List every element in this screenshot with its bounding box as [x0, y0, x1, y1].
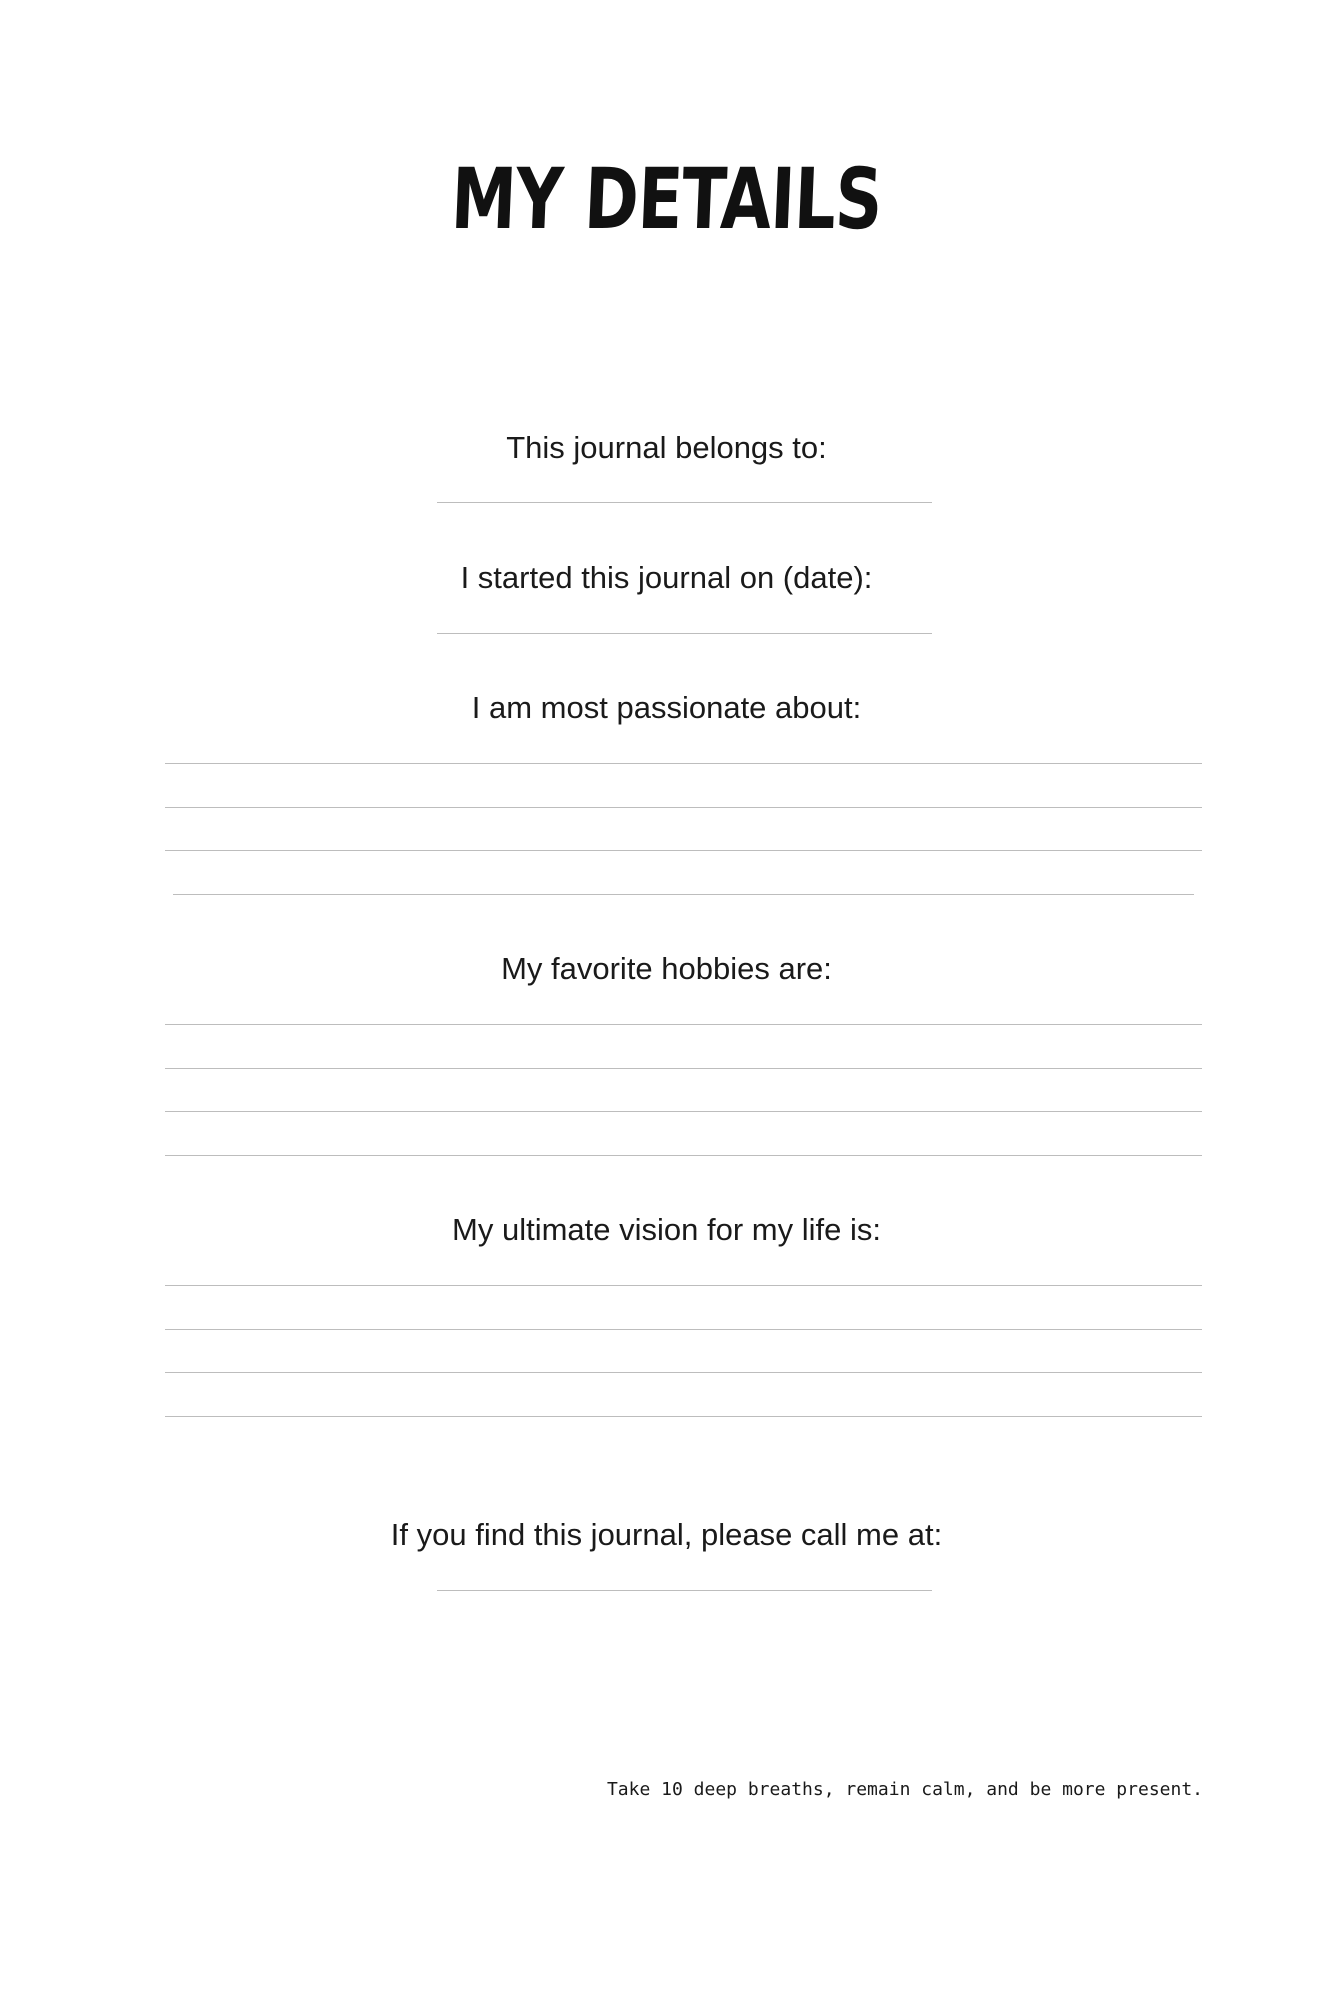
hobbies-write-line[interactable]	[165, 1111, 1202, 1112]
vision-write-line[interactable]	[165, 1372, 1202, 1373]
passionate-write-line[interactable]	[165, 807, 1202, 808]
contact-write-line[interactable]	[437, 1590, 932, 1591]
hobbies-label: My favorite hobbies are:	[501, 951, 832, 986]
start-date-label: I started this journal on (date):	[460, 560, 873, 595]
hobbies-write-line[interactable]	[165, 1024, 1202, 1025]
hobbies-write-line[interactable]	[165, 1068, 1202, 1069]
vision-write-line[interactable]	[165, 1285, 1202, 1286]
passionate-write-line[interactable]	[165, 850, 1202, 851]
hobbies-write-line[interactable]	[165, 1155, 1202, 1156]
vision-write-line[interactable]	[165, 1416, 1202, 1417]
belongs-to-write-line[interactable]	[437, 502, 932, 503]
page-title: MY DETAILS	[449, 150, 884, 248]
start-date-write-line[interactable]	[437, 633, 932, 634]
passionate-write-line[interactable]	[165, 763, 1202, 764]
passionate-label: I am most passionate about:	[471, 690, 862, 725]
contact-label: If you find this journal, please call me at:	[390, 1517, 943, 1552]
passionate-write-line[interactable]	[173, 894, 1194, 895]
belongs-to-label: This journal belongs to:	[506, 430, 827, 465]
footer-quote: Take 10 deep breaths, remain calm, and be more present.	[606, 1779, 1203, 1800]
vision-write-line[interactable]	[165, 1329, 1202, 1330]
vision-label: My ultimate vision for my life is:	[452, 1212, 881, 1247]
